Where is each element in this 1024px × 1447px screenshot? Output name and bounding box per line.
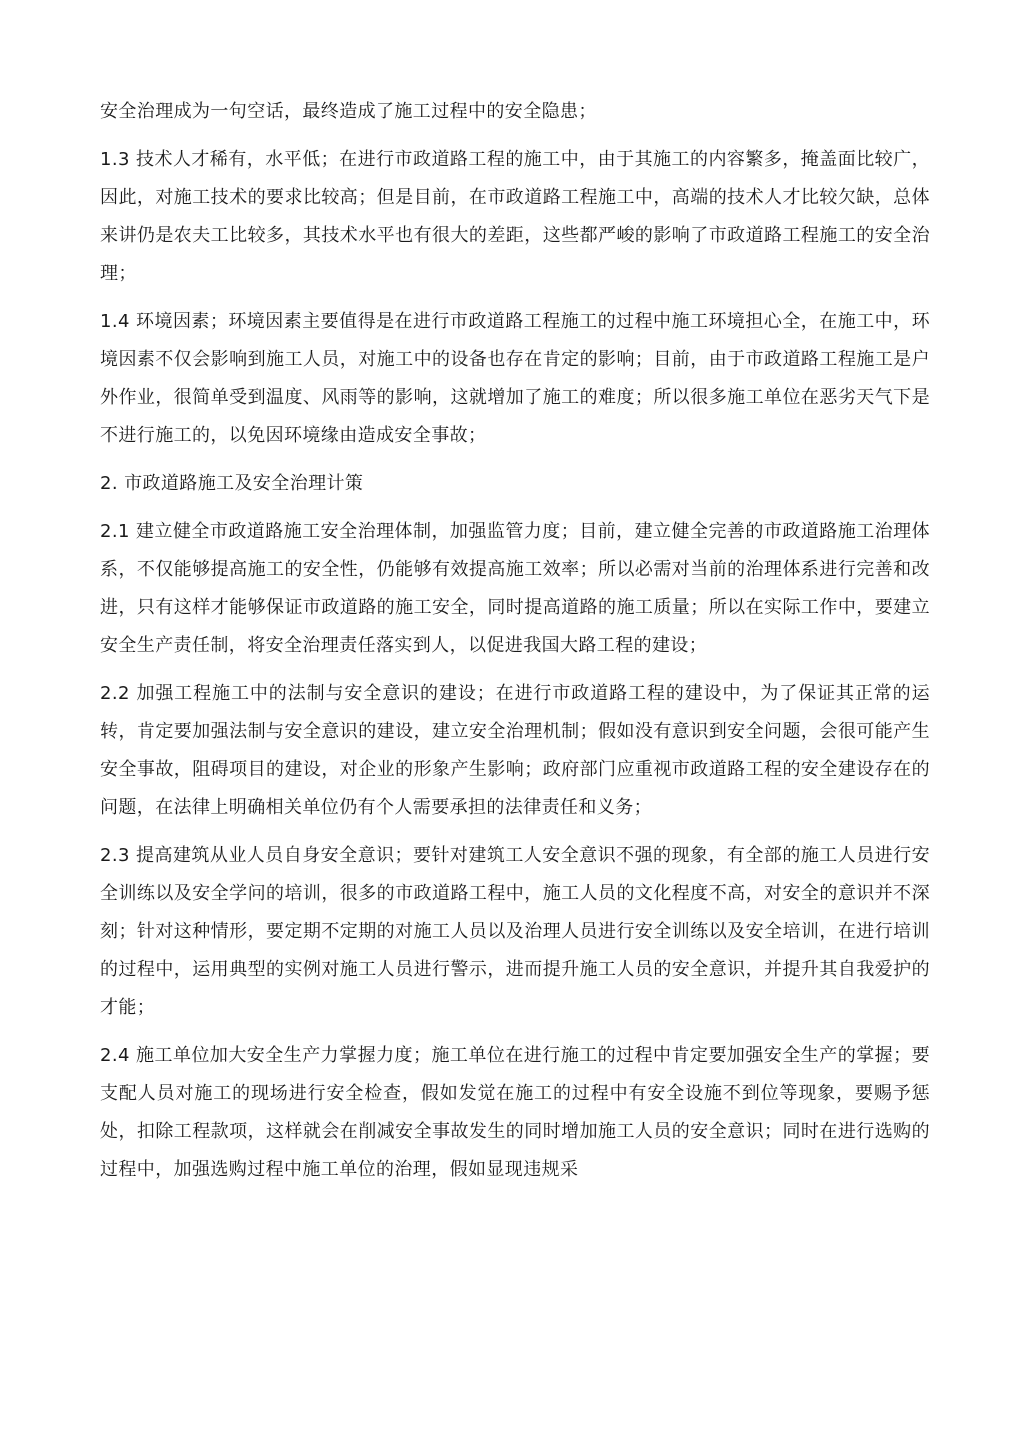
paragraph-2-2: 2.2 加强工程施工中的法制与安全意识的建设；在进行市政道路工程的建设中，为了保证其正常的运转，肯定要加强法制与安全意识的建设，建立安全治理机制；假如没有意识到安全问题，会很可能产生安全事故，阻碍项目的建设，对企业的形象产生影响；政府部门应重视市政道路工程的安全建设存在的问题，在法律上明确相关单位仍有个人需要承担的法律责任和义务； [100,683,930,818]
section-heading-2: 2. 市政道路施工及安全治理计策 [100,473,364,494]
paragraph-continuation: 安全治理成为一句空话，最终造成了施工过程中的安全隐患； [100,101,597,122]
body-text [100,93,930,1199]
paragraph-1-3: 1.3 技术人才稀有，水平低；在进行市政道路工程的施工中，由于其施工的内容繁多，掩盖面比较广，因此，对施工技术的要求比较高；但是目前，在市政道路工程施工中，高端的技术人才比较欠缺，总体来讲仍是农夫工比较多，其技术水平也有很大的差距，这些都严峻的影响了市政道路工程施工的安全治理； [100,149,930,284]
paragraph-2-3: 2.3 提高建筑从业人员自身安全意识；要针对建筑工人安全意识不强的现象，有全部的施工人员进行安全训练以及安全学问的培训，很多的市政道路工程中，施工人员的文化程度不高，对安全的意识并不深刻；针对这种情形，要定期不定期的对施工人员以及治理人员进行安全训练以及安全培训，在进行培训的过程中，运用典型的实例对施工人员进行警示，进而提升施工人员的安全意识，并提升其自我爱护的才能； [100,845,930,1018]
paragraph-1-4: 1.4 环境因素；环境因素主要值得是在进行市政道路工程施工的过程中施工环境担心全，在施工中，环境因素不仅会影响到施工人员，对施工中的设备也存在肯定的影响；目前，由于市政道路工程施工是户外作业，很简单受到温度、风雨等的影响，这就增加了施工的难度；所以很多施工单位在恶劣天气下是不进行施工的，以免因环境缘由造成安全事故； [100,311,930,446]
paragraph-2-1: 2.1 建立健全市政道路施工安全治理体制，加强监管力度；目前，建立健全完善的市政道路施工治理体系，不仅能够提高施工的安全性，仍能够有效提高施工效率；所以必需对当前的治理体系进行完善和改进，只有这样才能够保证市政道路的施工安全，同时提高道路的施工质量；所以在实际工作中，要建立安全生产责任制，将安全治理责任落实到人，以促进我国大路工程的建设； [100,521,930,656]
paragraph-2-4: 2.4 施工单位加大安全生产力掌握力度；施工单位在进行施工的过程中肯定要加强安全生产的掌握；要支配人员对施工的现场进行安全检查，假如发觉在施工的过程中有安全设施不到位等现象，要赐予惩处，扣除工程款项，这样就会在削减安全事故发生的同时增加施工人员的安全意识；同时在进行选购的过程中，加强选购过程中施工单位的治理，假如显现违规采 [100,1045,930,1180]
